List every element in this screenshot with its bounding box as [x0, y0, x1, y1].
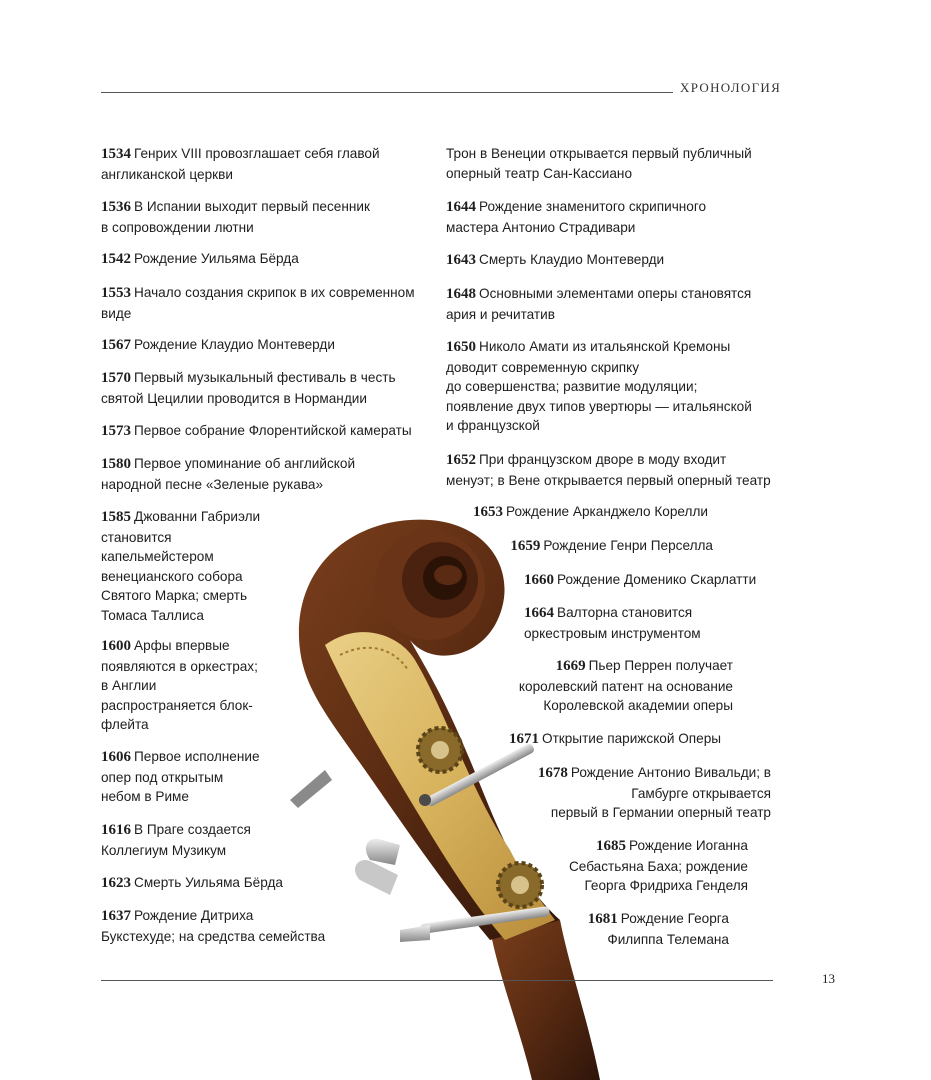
- timeline-entry: Трон в Венеции открывается первый публичный оперный театр Сан-Кассиано: [446, 146, 752, 181]
- header-rule: [101, 92, 673, 93]
- timeline-entry: 1643 Смерть Клаудио Монтеверди: [446, 252, 665, 268]
- timeline-entry: 1542 Рождение Уильяма Бёрда: [101, 251, 299, 267]
- timeline-entry: 1664 Валторна становится оркестровым инструментом: [524, 605, 701, 641]
- timeline-entry: 1644 Рождение знаменитого скрипичного мастера Антонио Страдивари: [446, 199, 707, 235]
- timeline-entry: 1570 Первый музыкальный фестиваль в честь святой Цецилии проводится в Нормандии: [101, 370, 396, 406]
- timeline-entry: 1681 Рождение Георга Филиппа Телемана: [587, 911, 729, 947]
- timeline-entry: 1600 Арфы впервые появляются в оркестрах; в Англии распространяется блок- флейта: [101, 638, 258, 733]
- timeline-entry: 1580 Первое упоминание об английской народной песне «Зеленые рукава»: [101, 456, 356, 492]
- page-number: 13: [822, 971, 835, 986]
- timeline-entry: 1650 Николо Амати из итальянской Кремоны доводит современную скрипку до совершенства; развитие модуляции; появление двух типов увертюры — итальянской и французской: [446, 339, 752, 434]
- timeline-entry: 1536 В Испании выходит первый песенник в сопровождении лютни: [101, 199, 370, 235]
- timeline-entry: 1678 Рождение Антонио Вивальди; в Гамбурге открывается первый в Германии оперный театр: [537, 765, 771, 821]
- timeline-entry: 1573 Первое собрание Флорентийской камераты: [101, 423, 412, 439]
- timeline-entry: 1585 Джованни Габриэли становится капельмейстером венецианского собора Святого Марка; смерть Томаса Таллиса: [101, 509, 261, 623]
- timeline-entry: 1553 Начало создания скрипок в их современном виде: [101, 285, 415, 321]
- footer-rule: [101, 980, 773, 981]
- timeline-entry: 1652 При французском дворе в моду входит менуэт; в Вене открывается первый оперный театр: [446, 452, 771, 488]
- timeline-entry: 1653 Рождение Арканджело Корелли: [472, 504, 708, 520]
- timeline-entry: 1567 Рождение Клаудио Монтеверди: [101, 337, 335, 353]
- timeline-entry: 1660 Рождение Доменико Скарлатти: [524, 572, 757, 588]
- timeline-entry: 1623 Смерть Уильяма Бёрда: [101, 875, 283, 891]
- timeline-entry: 1685 Рождение Иоганна Себастьяна Баха; рождение Георга Фридриха Генделя: [568, 838, 748, 894]
- timeline-entry: 1659 Рождение Генри Перселла: [510, 538, 713, 554]
- timeline-entry: 1669 Пьер Перрен получает королевский патент на основание Королевской академии оперы: [518, 658, 733, 714]
- section-title: ХРОНОЛОГИЯ: [680, 80, 782, 95]
- timeline-entry: 1616 В Праге создается Коллегиум Музикум: [101, 822, 251, 858]
- timeline-entry: 1637 Рождение Дитриха Букстехуде; на средства семейства: [101, 908, 326, 944]
- timeline-entry: 1648 Основными элементами оперы становятся ария и речитатив: [446, 286, 752, 322]
- timeline-entry: 1534 Генрих VIII провозглашает себя главой англиканской церкви: [101, 146, 380, 182]
- timeline-entry: 1606 Первое исполнение опер под открытым небом в Риме: [101, 749, 260, 805]
- timeline-entry: 1671 Открытие парижской Оперы: [509, 731, 722, 747]
